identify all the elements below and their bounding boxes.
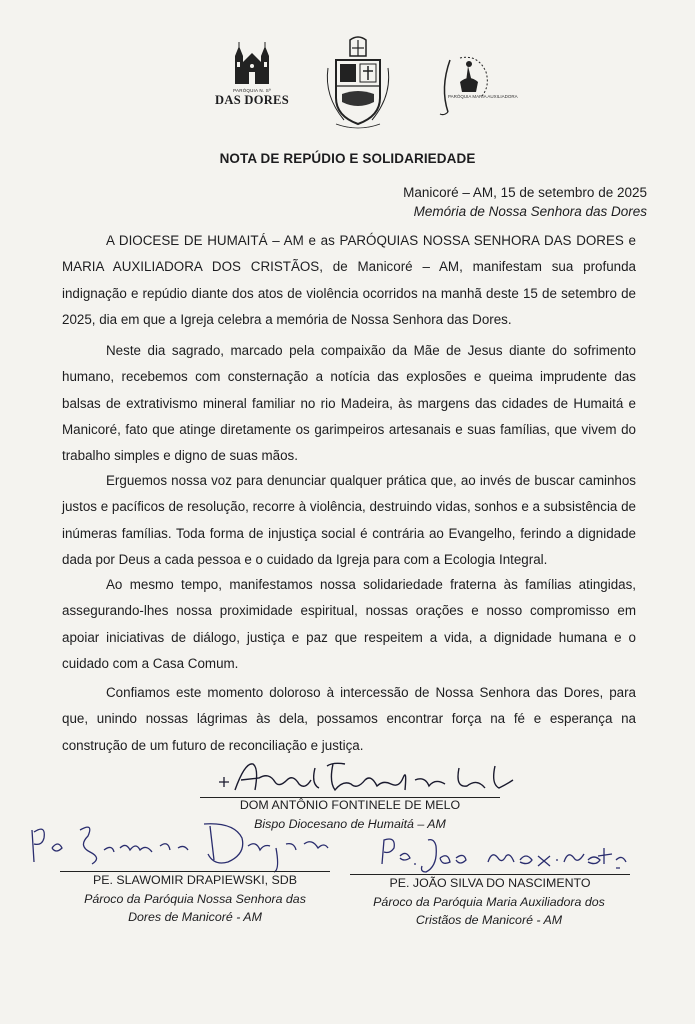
document-title: NOTA DE REPÚDIO E SOLIDARIEDADE	[219, 151, 476, 166]
paragraph-4: Ao mesmo tempo, manifestamos nossa solidariedade fraterna às famílias atingidas, assegurando-lhes nossa proximidade espiritual, nossas orações e nosso compromisso em apoiar iniciativas de diálogo, justiça e paz que respeitem a vida, a dignidade humana e o cuidado com a Casa Comum.	[62, 577, 636, 671]
priest-right-role: Pároco da Paróquia Maria Auxiliadora dos Cristãos de Manicoré - AM	[373, 895, 605, 927]
priest-left-signature-line	[60, 871, 330, 872]
parish-auxiliadora-logo	[430, 52, 518, 124]
diocese-coat-of-arms	[322, 36, 394, 132]
bishop-name: DOM ANTÔNIO FONTINELE DE MELO	[239, 798, 461, 812]
priest-right-handwritten-signature	[378, 832, 628, 876]
parish-dores-logo	[212, 42, 292, 114]
bishop-role: Bispo Diocesano de Humaitá – AM	[254, 817, 446, 831]
priest-right-name: PE. JOÃO SILVA DO NASCIMENTO	[389, 876, 591, 890]
logo-small-text: PARÓQUIA MARIA AUXILIADORA	[448, 94, 518, 99]
paragraph-3: Erguemos nossa voz para denunciar qualquer prática que, ao invés de buscar caminhos justos e pacíficos de resolução, recorre à violência, destruindo vidas, sonhos e a subsistência de inúmeras famílias. Toda forma de injustiça social é contrária ao Evangelho, ferindo a dignidade dada por Deus a cada pessoa e o cuidado da Igreja para com a Ecologia Integral.	[62, 473, 636, 567]
priest-left-role: Pároco da Paróquia Nossa Senhora das Dores de Manicoré - AM	[84, 892, 306, 924]
church-icon	[232, 42, 272, 86]
logo-big-text: DAS DORES	[215, 93, 289, 107]
paragraph-1: A DIOCESE DE HUMAITÁ – AM e as PARÓQUIAS NOSSA SENHORA DAS DORES e MARIA AUXILIADORA DOS CRISTÃOS, de Manicoré – AM, manifestam sua profunda indignação e repúdio diante dos atos de violência ocorridos na manhã deste 15 de setembro de 2025, dia em que a Igreja celebra a memória de Nossa Senhora das Dores.	[62, 233, 636, 327]
bishop-handwritten-signature	[215, 758, 525, 802]
paragraph-2: Neste dia sagrado, marcado pela compaixão da Mãe de Jesus diante do sofrimento humano, recebemos com consternação a notícia das explosões e queima imprudente das balsas de extrativismo mineral familiar no rio Madeira, às margens das cidades de Humaitá e Manicoré, fato que atinge diretamente os garimpeiros artesanais e suas famílias, que vivem do trabalho simples e digno de suas mãos.	[62, 343, 636, 464]
paragraph-5: Confiamos este momento doloroso à intercessão de Nossa Senhora das Dores, para que, unindo nossas lágrimas às dela, possamos encontrar força na fé e esperança na construção de um futuro de reconciliação e justiça.	[62, 685, 636, 753]
place-date: Manicoré – AM, 15 de setembro de 2025	[403, 185, 647, 200]
logo-small-text: PARÓQUIA N. Sª	[233, 88, 271, 93]
priest-left-name: PE. SLAWOMIR DRAPIEWSKI, SDB	[92, 873, 298, 887]
priest-right-signature-line	[350, 874, 630, 875]
priest-left-handwritten-signature	[28, 818, 338, 876]
memorial-day: Memória de Nossa Senhora das Dores	[413, 204, 647, 219]
